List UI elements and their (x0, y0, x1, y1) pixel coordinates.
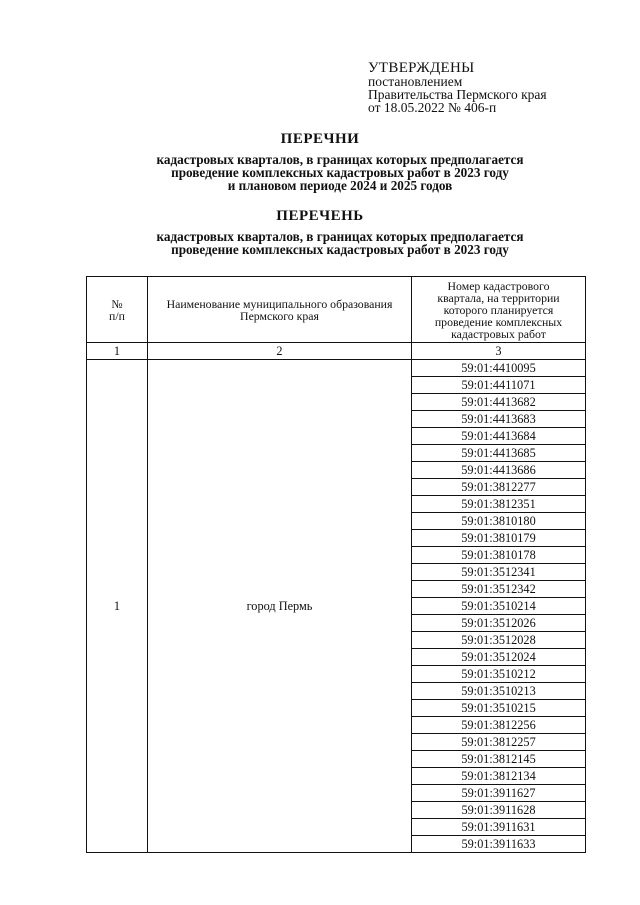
cadastral-code-cell: 59:01:3812134 (412, 768, 586, 785)
cadastral-code-cell: 59:01:4413686 (412, 462, 586, 479)
main-subtitle-line: кадастровых кварталов, в границах которых предполагается (156, 152, 524, 167)
header-municipality (148, 277, 412, 343)
cadastral-code-cell: 59:01:4411071 (412, 377, 586, 394)
header-cadastral-number (412, 277, 586, 343)
second-title: ПЕРЕЧЕНЬ (276, 208, 364, 224)
cadastral-code-cell: 59:01:3510212 (412, 666, 586, 683)
cadastral-table (86, 276, 586, 853)
main-subtitle-line: и плановом периоде 2024 и 2025 годов (227, 178, 453, 193)
second-subtitle-line: кадастровых кварталов, в границах которых предполагается (156, 229, 524, 244)
cadastral-code-cell: 59:01:4413683 (412, 411, 586, 428)
approval-block (368, 61, 547, 114)
header-municipality-line: Пермского края (240, 308, 319, 323)
approval-line-resolution: постановлением (368, 74, 463, 89)
cadastral-code-cell: 59:01:3812257 (412, 734, 586, 751)
second-subtitle (90, 230, 590, 256)
index-cell: 2 (148, 343, 412, 360)
index-cell: 1 (87, 343, 148, 360)
cadastral-code-cell: 59:01:4413684 (412, 428, 586, 445)
cadastral-code-cell: 59:01:3512024 (412, 649, 586, 666)
cadastral-code-cell: 59:01:3810180 (412, 513, 586, 530)
main-subtitle-line: проведение комплексных кадастровых работ в 2023 году (171, 165, 509, 180)
approval-title: УТВЕРЖДЕНЫ (368, 60, 475, 76)
header-number-line: № (111, 296, 123, 311)
cadastral-code-cell: 59:01:3911627 (412, 785, 586, 802)
cadastral-code-cell: 59:01:3911633 (412, 836, 586, 853)
header-cadastral-line: кадастровых работ (451, 326, 546, 341)
cadastral-code-cell: 59:01:3510215 (412, 700, 586, 717)
header-cadastral-line: которого планируется (443, 302, 554, 317)
cadastral-code-cell: 59:01:3810178 (412, 547, 586, 564)
cadastral-code-cell: 59:01:3512342 (412, 581, 586, 598)
header-cadastral-line: проведение комплексных (434, 314, 563, 329)
index-cell: 3 (412, 343, 586, 360)
cadastral-code-cell: 59:01:3812351 (412, 496, 586, 513)
cadastral-code-cell: 59:01:3812145 (412, 751, 586, 768)
cadastral-code-cell: 59:01:3810179 (412, 530, 586, 547)
cadastral-code-cell: 59:01:3911631 (412, 819, 586, 836)
cadastral-code-cell: 59:01:4413682 (412, 394, 586, 411)
cadastral-code-cell: 59:01:3510213 (412, 683, 586, 700)
cadastral-code-cell: 59:01:4410095 (412, 360, 586, 377)
cadastral-code-cell: 59:01:4413685 (412, 445, 586, 462)
cadastral-code-cell: 59:01:3911628 (412, 802, 586, 819)
header-number-line: п/п (109, 308, 125, 323)
header-number (87, 277, 148, 343)
header-cadastral-line: Номер кадастрового (447, 278, 550, 293)
row-number-cell: 1 (87, 360, 148, 853)
cadastral-code-cell: 59:01:3812256 (412, 717, 586, 734)
table-index-row (87, 343, 586, 360)
table-header-row (87, 277, 586, 343)
main-title: ПЕРЕЧНИ (280, 131, 360, 147)
main-subtitle (90, 153, 590, 192)
approval-line-government: Правительства Пермского края (368, 87, 547, 102)
table-row (87, 360, 586, 377)
header-cadastral-line: квартала, на территории (437, 290, 560, 305)
second-subtitle-line: проведение комплексных кадастровых работ в 2023 году (171, 242, 509, 257)
cadastral-code-cell: 59:01:3512026 (412, 615, 586, 632)
cadastral-code-cell: 59:01:3510214 (412, 598, 586, 615)
cadastral-code-cell: 59:01:3812277 (412, 479, 586, 496)
municipality-cell: город Пермь (148, 360, 412, 853)
cadastral-code-cell: 59:01:3512341 (412, 564, 586, 581)
approval-line-date: от 18.05.2022 № 406-п (368, 100, 497, 115)
cadastral-code-cell: 59:01:3512028 (412, 632, 586, 649)
header-municipality-line: Наименование муниципального образования (166, 296, 393, 311)
